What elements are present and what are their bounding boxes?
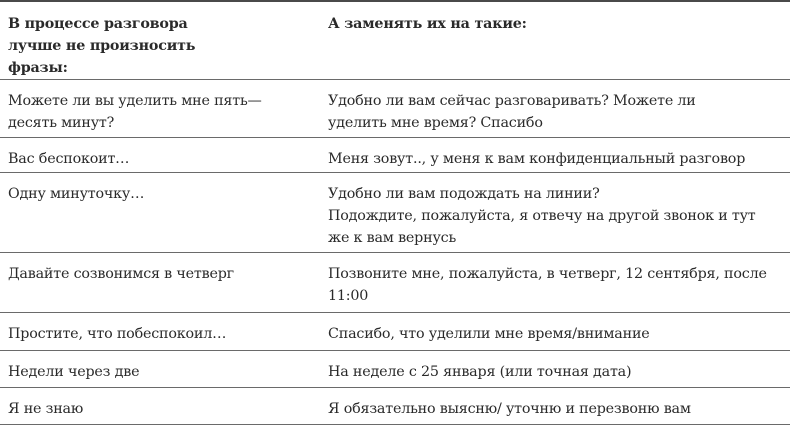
use-cell: Я обязательно выясню/ уточню и перезвоню вам (328, 388, 790, 425)
header-use: А заменять их на такие: (328, 1, 790, 80)
table-row (0, 351, 790, 388)
use-cell: Спасибо, что уделили мне время/внимание (328, 313, 790, 351)
table-row (0, 80, 790, 138)
avoid-cell: Можете ли вы уделить мне пять—десять минут? (0, 80, 328, 138)
table-header (0, 1, 790, 80)
avoid-cell: Одну минуточку… (0, 173, 328, 253)
avoid-cell: Давайте созвонимся в четверг (0, 253, 328, 313)
header-avoid: В процессе разговора лучше не произносить фразы: (0, 1, 328, 80)
use-cell: На неделе с 25 января (или точная дата) (328, 351, 790, 388)
use-cell: Удобно ли вам подождать на линии? Подождите, пожалуйста, я отвечу на другой звонок и тут же к вам вернусь (328, 173, 790, 253)
table-row (0, 138, 790, 173)
avoid-cell: Недели через две (0, 351, 328, 388)
use-cell: Удобно ли вам сейчас разговаривать? Можете ли уделить мне время? Спасибо (328, 80, 790, 138)
table-row (0, 173, 790, 253)
avoid-cell: Простите, что побеспокоил… (0, 313, 328, 351)
table-row (0, 253, 790, 313)
table-row (0, 388, 790, 425)
table-row (0, 313, 790, 351)
avoid-cell: Вас беспокоит… (0, 138, 328, 173)
avoid-cell: Я не знаю (0, 388, 328, 425)
use-cell: Позвоните мне, пожалуйста, в четверг, 12 сентября, после 11:00 (328, 253, 790, 313)
use-cell: Меня зовут.., у меня к вам конфиденциальный разговор (328, 138, 790, 173)
